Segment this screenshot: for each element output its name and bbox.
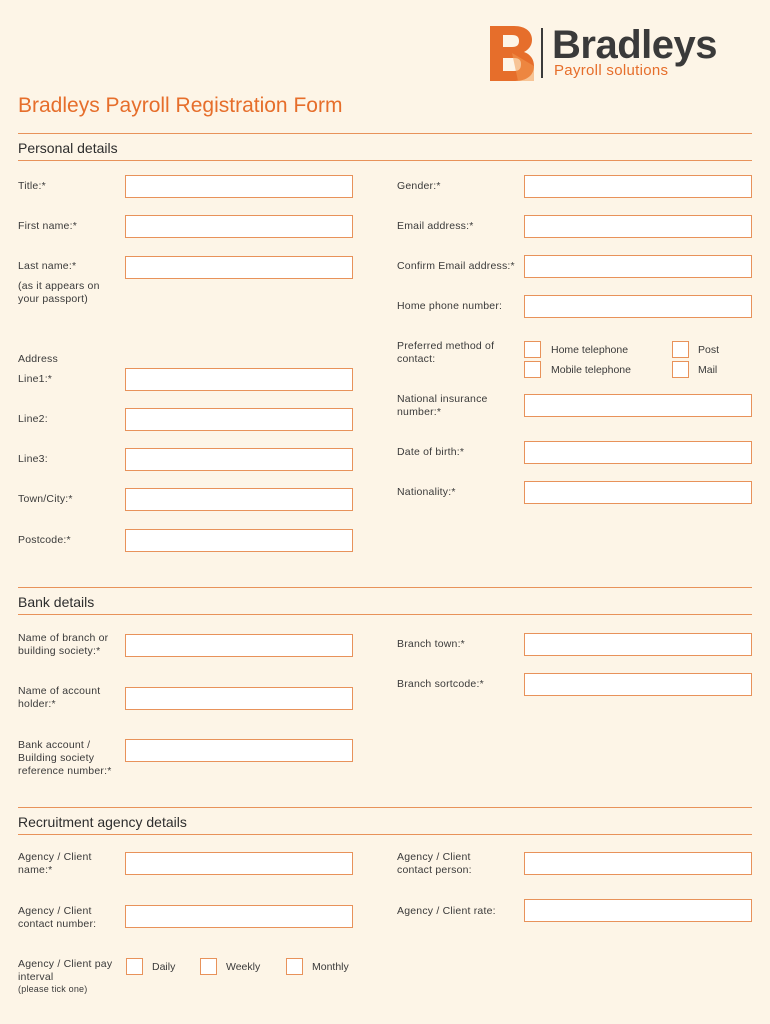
agency-heading-rule [18, 834, 752, 835]
mobile-telephone-checkbox[interactable] [524, 361, 541, 378]
home-phone-field[interactable] [524, 295, 752, 318]
passport-note-line1: (as it appears on [18, 280, 100, 292]
town-city-field[interactable] [125, 488, 353, 511]
logo-b-mark-icon [490, 26, 534, 81]
postcode-field[interactable] [125, 529, 353, 552]
pay-interval-label-line2: interval [18, 971, 54, 983]
nationality-field[interactable] [524, 481, 752, 504]
daily-option-label: Daily [152, 961, 176, 973]
post-option-label: Post [698, 344, 720, 356]
client-rate-label: Agency / Client rate: [397, 905, 496, 917]
client-name-field[interactable] [125, 852, 353, 875]
address-line3-field[interactable] [125, 448, 353, 471]
address-line3-label: Line3: [18, 453, 48, 465]
logo-wordmark: Bradleys [552, 23, 717, 67]
first-name-label: First name:* [18, 220, 77, 232]
gender-label: Gender:* [397, 180, 441, 192]
address-line2-field[interactable] [125, 408, 353, 431]
client-name-label-line2: name:* [18, 864, 53, 876]
dob-field[interactable] [524, 441, 752, 464]
sortcode-field[interactable] [524, 673, 752, 696]
agency-details-heading: Recruitment agency details [18, 814, 187, 830]
personal-details-heading: Personal details [18, 140, 118, 156]
title-label: Title:* [18, 180, 46, 192]
form-title: Bradleys Payroll Registration Form [18, 94, 343, 117]
contact-person-label-line2: contact person: [397, 864, 472, 876]
pay-interval-label-line1: Agency / Client pay [18, 958, 113, 970]
confirm-email-field[interactable] [524, 255, 752, 278]
mobile-telephone-option-label: Mobile telephone [551, 364, 631, 376]
branch-town-label: Branch town:* [397, 638, 465, 650]
agency-top-rule [18, 807, 752, 808]
first-name-field[interactable] [125, 215, 353, 238]
sortcode-label: Branch sortcode:* [397, 678, 484, 690]
bank-details-heading: Bank details [18, 594, 95, 610]
confirm-email-label: Confirm Email address:* [397, 260, 515, 272]
contact-number-label-line2: contact number: [18, 918, 97, 930]
account-ref-label-line1: Bank account / [18, 739, 91, 751]
passport-note-line2: your passport) [18, 293, 88, 305]
branch-town-field[interactable] [524, 633, 752, 656]
home-telephone-checkbox[interactable] [524, 341, 541, 358]
dob-label: Date of birth:* [397, 446, 465, 458]
logo-tagline: Payroll solutions [554, 62, 669, 79]
account-ref-label-line2: Building society [18, 752, 95, 764]
logo-divider [541, 28, 543, 78]
bank-top-rule [18, 587, 752, 588]
account-ref-label-line3: reference number:* [18, 765, 112, 777]
email-label: Email address:* [397, 220, 474, 232]
bank-heading-rule [18, 614, 752, 615]
gender-field[interactable] [524, 175, 752, 198]
contact-person-label-line1: Agency / Client [397, 851, 471, 863]
weekly-option-label: Weekly [226, 961, 261, 973]
ni-number-field[interactable] [524, 394, 752, 417]
preferred-contact-label-line2: contact: [397, 353, 436, 365]
home-phone-label: Home phone number: [397, 300, 503, 312]
ni-number-label-line2: number:* [397, 406, 442, 418]
branch-name-label-line1: Name of branch or [18, 632, 109, 644]
account-ref-field[interactable] [125, 739, 353, 762]
mail-checkbox[interactable] [672, 361, 689, 378]
branch-name-label-line2: building society:* [18, 645, 101, 657]
pay-interval-note: (please tick one) [18, 984, 88, 994]
account-holder-field[interactable] [125, 687, 353, 710]
contact-number-label-line1: Agency / Client [18, 905, 92, 917]
client-name-label-line1: Agency / Client [18, 851, 92, 863]
personal-heading-rule [18, 160, 752, 161]
last-name-field[interactable] [125, 256, 353, 279]
title-field[interactable] [125, 175, 353, 198]
address-line2-label: Line2: [18, 413, 48, 425]
address-line1-field[interactable] [125, 368, 353, 391]
address-line1-label: Line1:* [18, 373, 53, 385]
ni-number-label-line1: National insurance [397, 393, 488, 405]
daily-checkbox[interactable] [126, 958, 143, 975]
post-checkbox[interactable] [672, 341, 689, 358]
monthly-checkbox[interactable] [286, 958, 303, 975]
email-field[interactable] [524, 215, 752, 238]
postcode-label: Postcode:* [18, 534, 71, 546]
mail-option-label: Mail [698, 364, 718, 376]
town-city-label: Town/City:* [18, 493, 73, 505]
account-holder-label-line2: holder:* [18, 698, 56, 710]
branch-name-field[interactable] [125, 634, 353, 657]
last-name-label: Last name:* [18, 260, 77, 272]
title-rule [18, 133, 752, 134]
contact-person-field[interactable] [524, 852, 752, 875]
home-telephone-option-label: Home telephone [551, 344, 629, 356]
contact-number-field[interactable] [125, 905, 353, 928]
account-holder-label-line1: Name of account [18, 685, 101, 697]
nationality-label: Nationality:* [397, 486, 456, 498]
address-label: Address [18, 353, 58, 365]
weekly-checkbox[interactable] [200, 958, 217, 975]
preferred-contact-label-line1: Preferred method of [397, 340, 495, 352]
client-rate-field[interactable] [524, 899, 752, 922]
monthly-option-label: Monthly [312, 961, 349, 973]
